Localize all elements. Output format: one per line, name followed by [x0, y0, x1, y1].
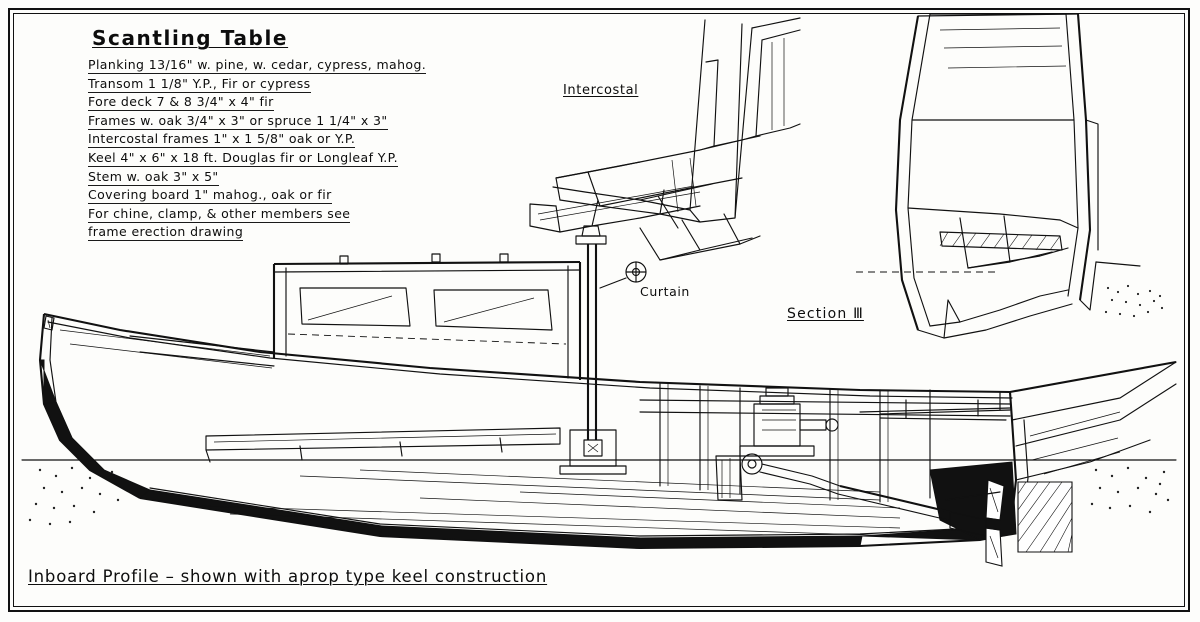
- scantling-row: Fore deck 7 & 8 3/4" x 4" fir: [88, 94, 274, 111]
- skeg-hatch: [1018, 482, 1072, 552]
- water-texture-right: [1091, 467, 1169, 513]
- scantling-row: Intercostal frames 1" x 1 5/8" oak or Y.P.: [88, 131, 355, 148]
- label-section-iii: Section Ⅲ: [787, 306, 864, 322]
- scantling-table-list: [88, 57, 558, 243]
- scantling-row: Stem w. oak 3" x 5": [88, 169, 219, 186]
- section-iii-detail: [856, 14, 1163, 338]
- scantling-row: Keel 4" x 6" x 18 ft. Douglas fir or Longleaf Y.P.: [88, 150, 398, 167]
- scantling-row: Transom 1 1/8" Y.P., Fir or cypress: [88, 76, 311, 93]
- hull-profile: [40, 314, 1176, 552]
- water-texture-section: [1105, 285, 1163, 317]
- scantling-table-title: Scantling Table: [92, 26, 289, 50]
- scantling-row: frame erection drawing: [88, 224, 243, 241]
- scantling-row: Planking 13/16" w. pine, w. cedar, cypress, mahog.: [88, 57, 426, 74]
- scantling-row: For chine, clamp, & other members see: [88, 206, 350, 223]
- scantling-row: Frames w. oak 3/4" x 3" or spruce 1 1/4" x 3": [88, 113, 388, 130]
- scantling-row: Covering board 1" mahog., oak or fir: [88, 187, 332, 204]
- label-inboard-profile: Inboard Profile – shown with aprop type keel construction: [28, 567, 548, 586]
- section-hatch-block: [940, 232, 1062, 250]
- label-intercostal: Intercostal: [563, 83, 639, 98]
- label-curtain: Curtain: [640, 284, 690, 299]
- intercostal-detail: [530, 18, 800, 260]
- cabin-structure: [60, 226, 1010, 502]
